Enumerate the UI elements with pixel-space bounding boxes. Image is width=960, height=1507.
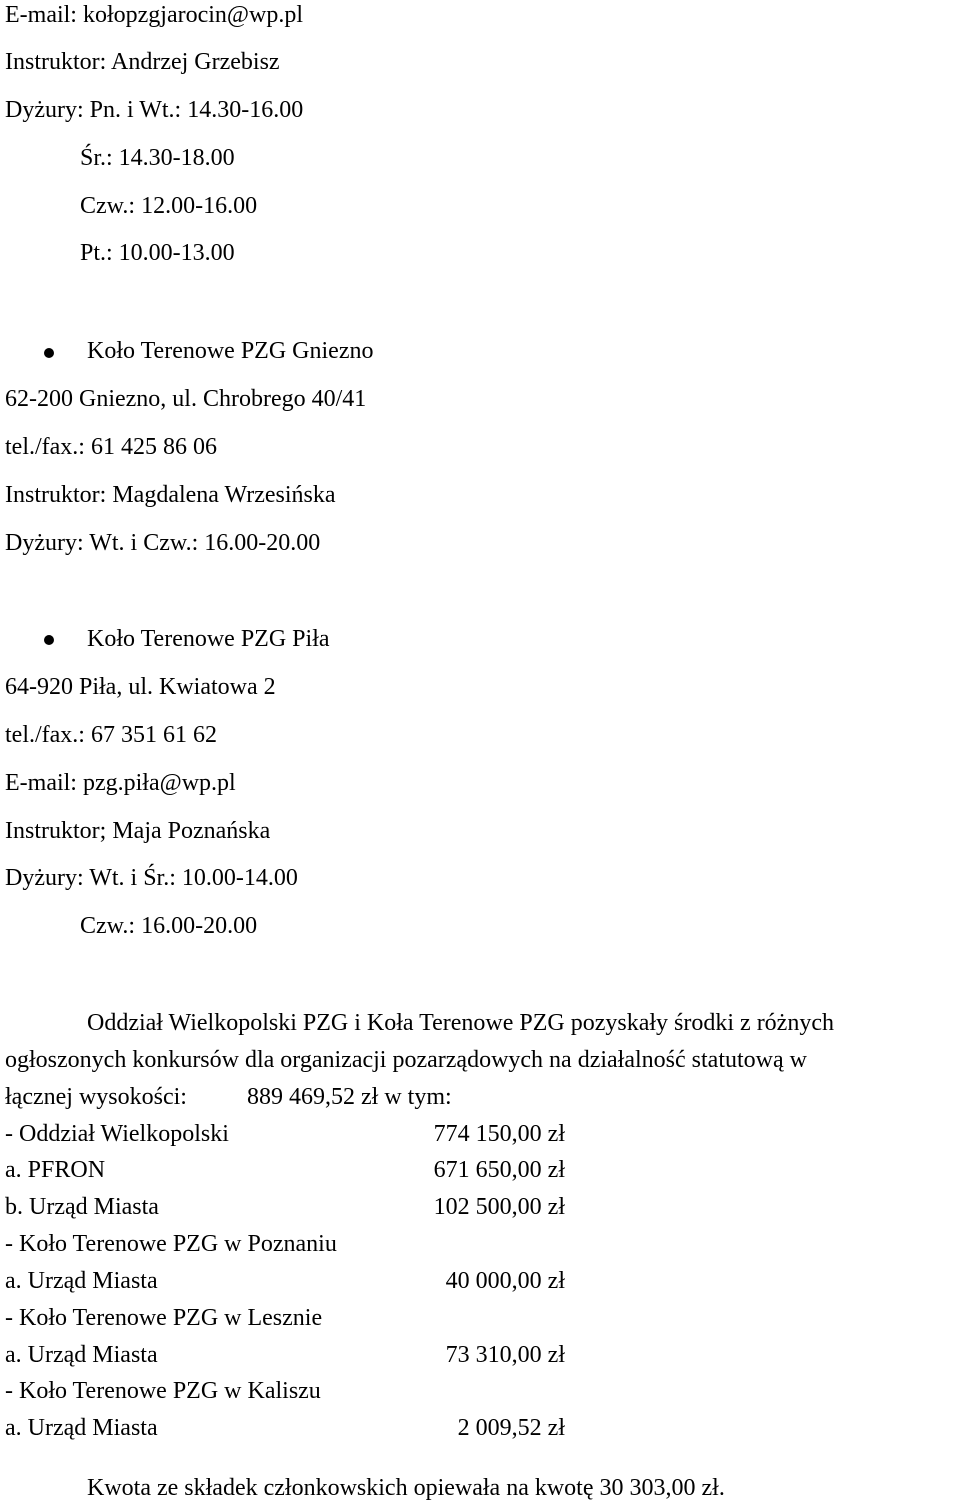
address-pila: 64-920 Piła, ul. Kwiatowa 2 <box>5 674 276 700</box>
funding-row-label: b. Urząd Miasta <box>5 1194 159 1220</box>
funding-total: 889 469,52 zł w tym: <box>247 1084 452 1110</box>
funding-row-amount: 774 150,00 zł <box>433 1121 565 1147</box>
funding-row-label: a. PFRON <box>5 1157 106 1183</box>
funding-row-amount: 671 650,00 zł <box>433 1157 565 1183</box>
duty-thu-line: Czw.: 12.00-16.00 <box>80 193 258 219</box>
funding-paragraph-line1: Oddział Wielkopolski PZG i Koła Terenowe PZG pozyskały środki z różnych <box>87 1010 834 1036</box>
funding-row-label: - Koło Terenowe PZG w Lesznie <box>5 1305 323 1331</box>
funding-row-label: a. Urząd Miasta <box>5 1268 158 1294</box>
funding-row-label: - Koło Terenowe PZG w Kaliszu <box>5 1378 321 1404</box>
duty-thu-pila: Czw.: 16.00-20.00 <box>80 913 258 939</box>
phone-pila: tel./fax.: 67 351 61 62 <box>5 722 217 748</box>
email-pila[interactable]: E-mail: pzg.piła@wp.pl <box>5 770 236 796</box>
instructor-gniezno: Instruktor: Magdalena Wrzesińska <box>5 482 336 508</box>
duty-gniezno: Dyżury: Wt. i Czw.: 16.00-20.00 <box>5 530 321 556</box>
funding-row-label: a. Urząd Miasta <box>5 1415 158 1441</box>
phone-gniezno: tel./fax.: 61 425 86 06 <box>5 434 217 460</box>
funding-row-label: a. Urząd Miasta <box>5 1342 158 1368</box>
address-gniezno: 62-200 Gniezno, ul. Chrobrego 40/41 <box>5 386 367 412</box>
funding-paragraph-line2: ogłoszonych konkursów dla organizacji pozarządowych na działalność statutową w <box>5 1047 807 1073</box>
funding-row-amount: 102 500,00 zł <box>433 1194 565 1220</box>
email-line: E-mail: kołopzgjarocin@wp.pl <box>5 2 304 28</box>
duty-pila: Dyżury: Wt. i Śr.: 10.00-14.00 <box>5 865 298 891</box>
funding-paragraph-label: łącznej wysokości: <box>5 1084 187 1110</box>
bullet-icon <box>44 635 54 645</box>
funding-row-label: - Oddział Wielkopolski <box>5 1121 229 1147</box>
duty-wed-line: Śr.: 14.30-18.00 <box>80 145 235 171</box>
section-title-pila: Koło Terenowe PZG Piła <box>87 626 330 652</box>
instructor-line: Instruktor: Andrzej Grzebisz <box>5 49 280 75</box>
duty-line: Dyżury: Pn. i Wt.: 14.30-16.00 <box>5 97 304 123</box>
funding-row-label: - Koło Terenowe PZG w Poznaniu <box>5 1231 337 1257</box>
bullet-icon <box>44 348 54 358</box>
membership-fee-line: Kwota ze składek członkowskich opiewała na kwotę 30 303,00 zł. <box>87 1475 725 1501</box>
funding-row-amount: 73 310,00 zł <box>445 1342 565 1368</box>
duty-fri-line: Pt.: 10.00-13.00 <box>80 240 235 266</box>
section-title-gniezno: Koło Terenowe PZG Gniezno <box>87 338 374 364</box>
funding-row-amount: 2 009,52 zł <box>457 1415 565 1441</box>
funding-row-amount: 40 000,00 zł <box>445 1268 565 1294</box>
instructor-pila: Instruktor; Maja Poznańska <box>5 818 271 844</box>
